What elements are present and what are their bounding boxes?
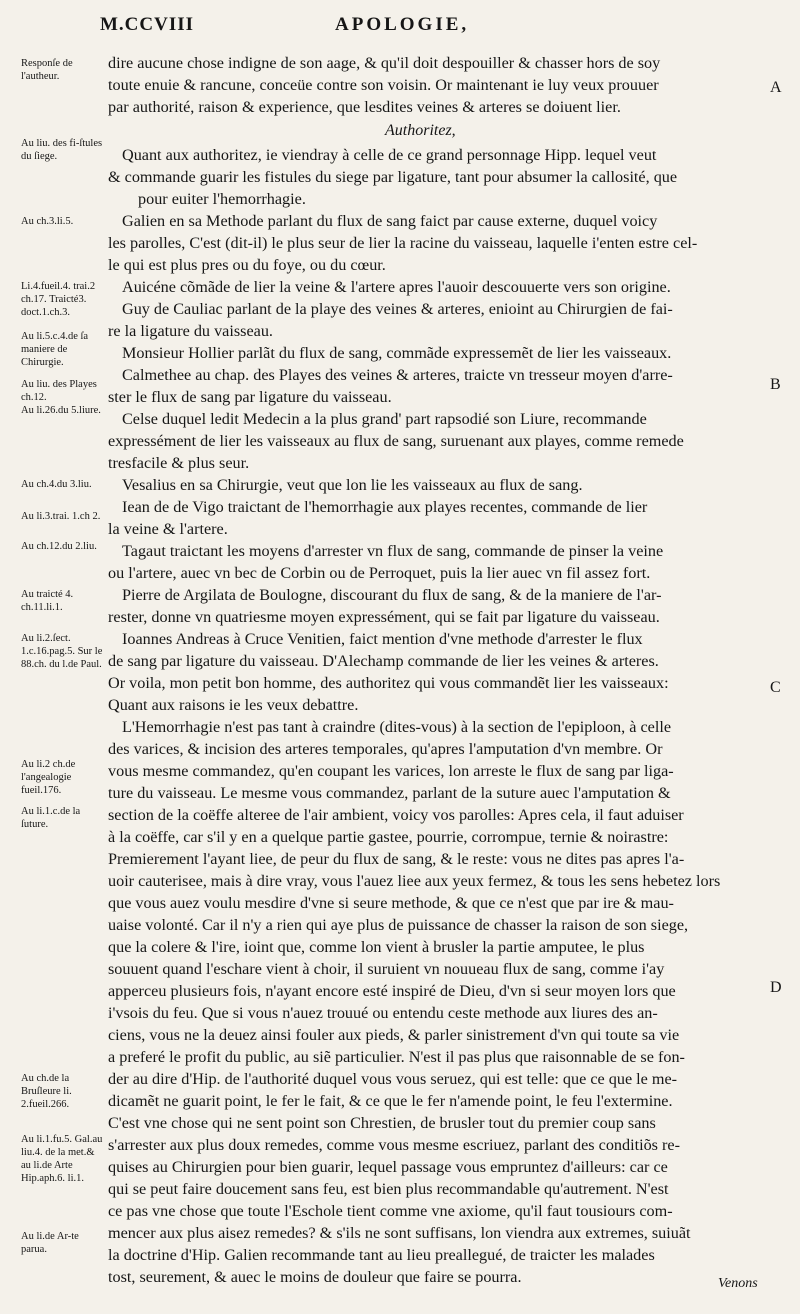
text-line: Celse duquel ledit Medecin a la plus grand' part rapsodié son Liure, recommande xyxy=(122,410,647,428)
text-line: Or voila, mon petit bon homme, des authoritez qui vous commandẽt lier les vaisseaux: xyxy=(108,674,669,692)
margin-note: Au li.1.fu.5. Gal.au liu.4. de la met.& au li.de Arte Hip.aph.6. li.1. xyxy=(21,1134,103,1184)
text-line: section de la coëffe alteree de l'air ambient, voicy vos parolles: Apres cela, il faut aduiser xyxy=(108,806,684,824)
catchword: Venons xyxy=(718,1276,758,1291)
margin-note: Au ch.de la Bruſleure li. 2.fueil.266. xyxy=(21,1073,72,1110)
text-line: Galien en sa Methode parlant du flux de sang faict par cause externe, duquel voicy xyxy=(122,212,658,230)
text-line: Quant aux raisons ie les veux debattre. xyxy=(108,696,359,714)
text-line: ce pas vne chose que toute l'Eschole tient comme vne axiome, qu'il faut tousiours com- xyxy=(108,1202,673,1220)
text-line: Guy de Cauliac parlant de la playe des veines & arteres, enioint au Chirurgien de fai- xyxy=(122,300,673,318)
text-line: re la ligature du vaisseau. xyxy=(108,322,273,340)
text-line: Auicéne cõmãde de lier la veine & l'artere apres l'auoir descouuerte vers son origine. xyxy=(122,278,671,296)
text-line: ou l'artere, auec vn bec de Corbin ou de Perroquet, puis la lier auec vn fil assez fort. xyxy=(108,564,651,582)
text-line: i'vsois du feu. Que si vous n'auez trouué ou entendu ceste methode aux liures des an- xyxy=(108,1004,658,1022)
text-line: ciens, vous ne la deuez ainsi fouler aux pieds, & parler sinistrement d'vn qui toute sa vie xyxy=(108,1026,680,1044)
text-line: C'est vne chose qui ne sent point son Chrestien, de brusler tout du premier coup sans xyxy=(108,1114,656,1132)
text-line: vous mesme commandez, qu'en coupant les varices, lon arreste le flux de sang par liga- xyxy=(108,762,674,780)
text-line: tresfacile & plus seur. xyxy=(108,454,250,472)
text-line: uaise volonté. Car il n'y a rien qui aye plus de puissance de chasser la raison de son siege, xyxy=(108,916,689,934)
text-line: Ioannes Andreas à Cruce Venitien, faict mention d'vne methode d'arrester le flux xyxy=(122,630,643,648)
text-line: quises au Chirurgien pour bien guarir, lequel passage vous empruntez d'ailleurs: car ce xyxy=(108,1158,668,1176)
folio-number: M.CCVIII xyxy=(100,14,195,35)
text-line: s'arrester aux plus doux remedes, comme vous mesme escriuez, parlant des conditiõs re- xyxy=(108,1136,680,1154)
text-line: la veine & l'artere. xyxy=(108,520,228,538)
text-line: mencer aux plus aisez remedes? & s'ils ne sont suffisans, lon viendra aux extremes, suiuãt xyxy=(108,1224,691,1242)
text-line: pour euiter l'hemorrhagie. xyxy=(138,190,306,208)
text-line: Quant aux authoritez, ie viendray à celle de ce grand personnage Hipp. lequel veut xyxy=(122,146,657,164)
text-line: a preferé le profit du public, au siẽ particulier. N'est il pas plus que raisonnable de se fon- xyxy=(108,1048,685,1066)
margin-note: Au li.1.c.de la ſuture. xyxy=(21,806,81,830)
margin-note: Au ch.4.du 3.liu. xyxy=(21,479,92,490)
text-line: ster le flux de sang par ligature du vaisseau. xyxy=(108,388,392,406)
text-line: que vous auez voulu mesdire d'vne si seure methode, & que ce n'est que par ire & mau- xyxy=(108,894,674,912)
text-line: souuent quand l'eschare vient à choir, il suruient vn nouueau flux de sang, comme i'ay xyxy=(108,960,665,978)
text-line: tost, seurement, & auec le moins de douleur que faire se pourra. xyxy=(108,1268,522,1286)
margin-note: Au liu. des fi-ſtules du ſiege. xyxy=(21,138,103,162)
text-line: le qui est plus pres ou du foye, ou du cœur. xyxy=(108,256,386,274)
text-line: des varices, & incision des arteres temporales, qu'apres l'amputation d'vn membre. Or xyxy=(108,740,663,758)
margin-note: Responſe de l'autheur. xyxy=(21,58,73,82)
text-line: Pierre de Argilata de Boulogne, discourant du flux de sang, & de la maniere de l'ar- xyxy=(122,586,662,604)
margin-note: Au li.3.trai. 1.ch 2. xyxy=(21,511,101,522)
margin-note: Au ch.12.du 2.liu. xyxy=(21,541,97,552)
text-line: Vesalius en sa Chirurgie, veut que lon lie les vaisseaux au flux de sang. xyxy=(122,476,583,494)
text-line: dire aucune chose indigne de son aage, & qu'il doit despouiller & chasser hors de soy xyxy=(108,54,661,72)
side-letter: D xyxy=(770,979,782,996)
text-line: apperceu plusieurs fois, n'ayant encore esté inspiré de Dieu, d'vn si seur moyen lors que xyxy=(108,982,676,1000)
text-line: Monsieur Hollier parlãt du flux de sang, commãde expressemẽt de lier les vaisseaux. xyxy=(122,344,672,362)
text-line: ture du vaisseau. Le mesme vous commandez, parlant de la suture auec l'amputation & xyxy=(108,784,671,802)
side-letter: A xyxy=(770,79,782,96)
text-line: les parolles, C'est (dit-il) le plus seur de lier la racine du vaisseau, laquelle i'enten estre cel- xyxy=(108,234,698,252)
text-line: expressément de lier les vaisseaux au flux de sang, suruenant aux playes, comme remede xyxy=(108,432,684,450)
margin-note: Au li.de Ar-te parua. xyxy=(21,1231,79,1255)
margin-note: Au ch.3.li.5. xyxy=(21,216,74,227)
text-line: Iean de de Vigo traictant de l'hemorrhagie aux playes recentes, commande de lier xyxy=(122,498,648,516)
text-line: L'Hemorrhagie n'est pas tant à craindre (dites-vous) à la section de l'epiploon, à celle xyxy=(122,718,672,736)
text-line: que la colere & l'ire, ioint que, comme lon vient à brusler la partie amputee, le plus xyxy=(108,938,645,956)
margin-note: Au li.5.c.4.de ſa maniere de Chirurgie. xyxy=(21,331,89,368)
text-line: der au dire d'Hip. de l'authorité duquel vous vous seruez, qui est telle: que ce que le me- xyxy=(108,1070,678,1088)
text-line: Premierement l'ayant liee, de peur du flux de sang, & le reste: vous ne dites pas apres l'a- xyxy=(108,850,685,868)
text-line: qui se peut faire doucement sans feu, est bien plus recommandable qu'autrement. N'est xyxy=(108,1180,669,1198)
text-line: dicamẽt ne guarit point, le fer le fait, & ce que le fer n'amende point, le feu l'extermine. xyxy=(108,1092,673,1110)
side-letter: C xyxy=(770,679,781,696)
text-line: à la coëffe, car s'il y en a quelque partie gastee, pourrie, corrompue, ternie & noirastre: xyxy=(108,828,669,846)
text-line: Calmethee au chap. des Playes des veines & arteres, traicte vn tresseur moyen d'arre- xyxy=(122,366,673,384)
text-line: par authorité, raison & experience, que lesdites veines & arteres se doiuent lier. xyxy=(108,98,621,116)
margin-note: Au traicté 4. ch.11.li.1. xyxy=(21,589,74,613)
margin-note: Au li.2.ſect. 1.c.16.pag.5. Sur le 88.ch. du l.de Paul. xyxy=(21,633,103,670)
section-heading: Authoritez, xyxy=(385,122,456,139)
text-line: & commande guarir les fistules du siege par ligature, tant pour absumer la callosité, que xyxy=(108,168,678,186)
text-line: de sang par ligature du vaisseau. D'Alechamp commande de lier les veines & arteres. xyxy=(108,652,659,670)
text-line: uoir cauterisee, mais à dire vray, vous l'auez liee aux yeux fermez, & tous les sens hebetez lors xyxy=(108,872,721,890)
running-title: APOLOGIE, xyxy=(335,14,470,35)
side-letter: B xyxy=(770,376,781,393)
text-line: rester, donne vn quatriesme moyen expressément, qui se fait par ligature du vaisseau. xyxy=(108,608,660,626)
margin-note: Au li.2 ch.de l'angealogie fueil.176. xyxy=(21,759,76,796)
text-line: toute enuie & rancune, conceüe contre son voisin. Or maintenant ie luy veux prouuer xyxy=(108,76,659,94)
margin-note: Li.4.fueil.4. trai.2 ch.17. Traicté3. doct.1.ch.3. xyxy=(21,281,96,318)
margin-note: Au liu. des Playes ch.12. xyxy=(21,379,97,403)
text-line: Tagaut traictant les moyens d'arrester vn flux de sang, commande de pinser la veine xyxy=(122,542,664,560)
margin-note: Au li.26.du 5.liure. xyxy=(21,405,101,416)
text-line: la doctrine d'Hip. Galien recommande tant au lieu preallegué, de traicter les malades xyxy=(108,1246,655,1264)
